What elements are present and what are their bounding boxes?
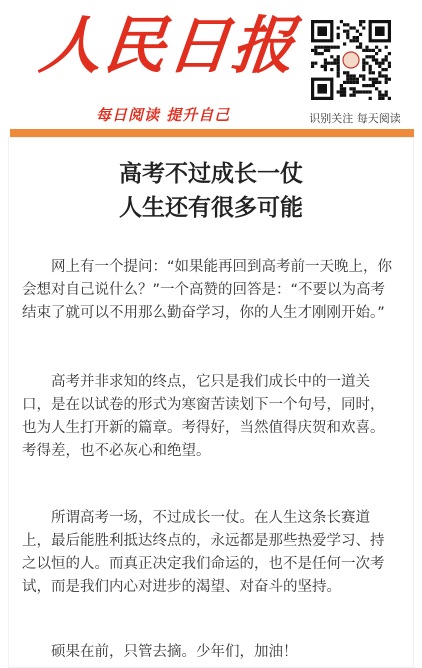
slogan: 每日阅读 提升自己 [96,106,231,124]
masthead [0,0,422,140]
qr-code-icon[interactable] [306,20,396,100]
article-title-line-2: 人生还有很多可能 [119,195,303,221]
peoples-daily-logo: 人民日报 [36,9,300,82]
paragraph: 所谓高考一场，不过成长一仗。在人生这条长赛道上，最后能胜利抵达终点的，永远都是那些热爱学习、持之以恒的人。而真正决定我们命运的，也不是任何一次考试，而是我们内心对进步的渴望、对奋斗的坚持。 [22,510,385,595]
article-title-line-1: 高考不过成长一仗 [119,161,303,187]
orange-divider [10,129,414,137]
paragraph: 高考并非求知的终点，它只是我们成长中的一道关口，是在以试卷的形式为寒窗苦读划下一个句号，同时，也为人生打开新的篇章。考得好，当然值得庆贺和欢喜。考得差，也不必灰心和绝望。 [22,374,385,459]
paragraph: 硕果在前，只管去摘。少年们，加油！ [51,644,298,660]
qr-caption: 识别关注 每天阅读 [309,112,401,125]
paragraph: 网上有一个提问：“如果能再回到高考前一天晚上，你会想对自己说什么？”一个高赞的回答是：“不要以为高考结束了就可以不用那么勤奋学习，你的人生才刚刚开始。” [22,259,393,321]
